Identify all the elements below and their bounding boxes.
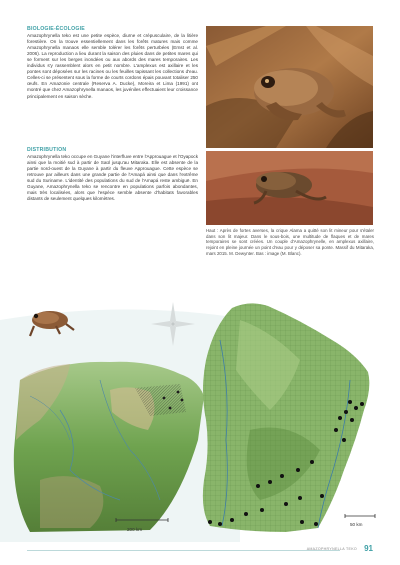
scale-label-right: 50 km — [350, 522, 363, 527]
photo-caption: Haut : Après de fortes averses, la crique Alama a quitté son lit mineur pour s'étaler dans son lit majeur. Dans le sous-bois, une multitude de flaques et de mares temporaires se sont créées. Un couple d'Amazophrynelle, en amplexus axillaire, rejoint en pleine journée un point d'eau pour y déposer sa ponte. Massif du Mitaraka, mars 2015. M. Dewynter. Bas : image (M. Blanc). — [206, 228, 374, 256]
page-footer — [0, 543, 400, 557]
biology-text: Amazophrynella teko est une petite espèce, diurne et crépusculaire, de la litière forestière. On la trouve essentiellement dans les forêts matures mais comme Amazophrynella manaos elle semble tolérer les forêts perturbées (Ernst et al. 2006). La reproduction a lieu durant la saison des pluies dans de petites mares qui se forment sur les berges inondées ou aux abords des mares temporaires. Les individus s'y rassemblent alors en petit nombre. L'amplexus est axillaire et les pontes sont déposées sur les racines ou les feuilles tapissant les collections d'eau. Celles-ci se présentent sous la forme de courts cordons épais pouvant totaliser 250 œufs. En Amazonie centrale (Reserva A. Ducke), Moreira et Lima (1991) ont montré que chez Amazophrynella manaos, les juvéniles effectuaient leur croissance principalement en saison sèche. — [27, 33, 198, 99]
distribution-maps — [0, 300, 400, 542]
toad-photo-top — [206, 26, 373, 148]
detail-map — [203, 303, 369, 532]
running-title: AMAZOPHRYNELLA TEKO — [306, 547, 357, 551]
scale-label-left: 200 km — [127, 527, 143, 532]
page-number: 91 — [364, 544, 373, 553]
distribution-heading: DISTRIBUTION — [27, 147, 67, 153]
footer-rule — [27, 550, 340, 551]
distribution-text: Amazophrynella teko occupe en Guyane l'interfluve entre l'Approuague et l'Oyapock ainsi que la moitié sud à partir de Saül jusqu'au Mitaraka. Elle est absente de la partie nord-ouest de la Guyane à partir du fleuve Approuague. Cette espèce se retrouve par ailleurs dans une grande partie de l'Amapá ainsi que dans l'extrême sud du Suriname. L'identité des populations du sud de l'Amapá reste ambiguë. En Guyane, Amazophrynella teko se rencontre en populations parfois abondantes, mais très localisées, alors que l'espèce semble absente d'habitats favorables distants de seulement quelques kilomètres. — [27, 154, 198, 202]
biology-heading: BIOLOGIE-ÉCOLOGIE — [27, 26, 85, 32]
scale-bar-right — [345, 514, 375, 518]
biology-section — [27, 26, 198, 100]
distribution-section — [27, 147, 198, 202]
toad-photo-bottom — [206, 151, 373, 225]
